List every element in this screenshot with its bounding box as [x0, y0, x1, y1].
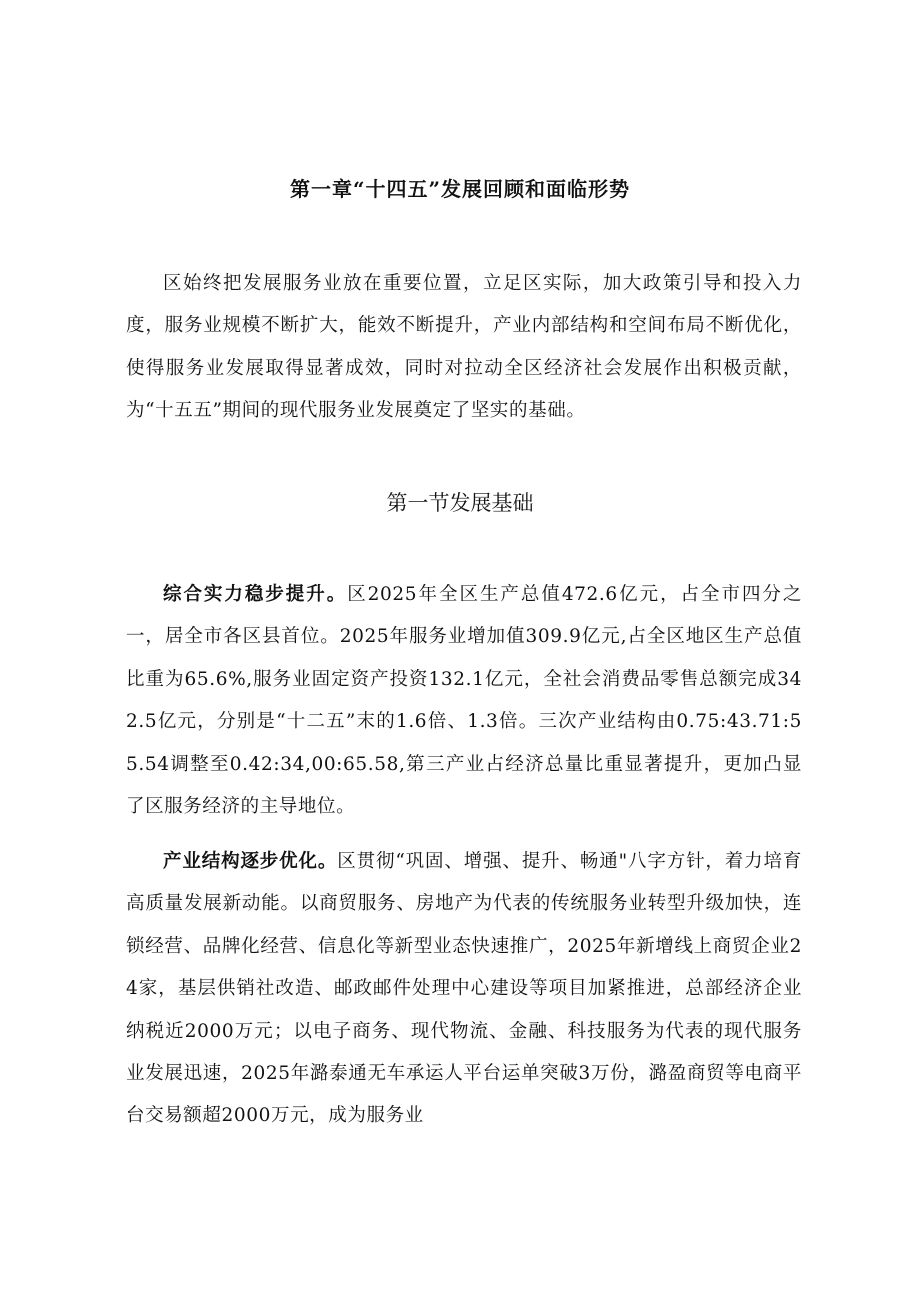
section-title: 第一节发展基础 [386, 491, 534, 515]
intro-paragraph: 区始终把发展服务业放在重要位置，立足区实际，加大政策引导和投入力度，服务业规模不断扩大，能效不断提升，产业内部结构和空间布局不断优化，使得服务业发展取得显著成效，同时对拉动全区经济社会发展作出积极贡献，为“十五五”期间的现代服务业发展奠定了坚实的基础。 [126, 273, 802, 422]
paragraph-overall-strength [126, 574, 802, 828]
paragraph-body: 区贯彻“巩固、增强、提升、畅通"八字方针，着力培育高质量发展新动能。以商贸服务、房地产为代表的传统服务业转型升级加快，连锁经营、品牌化经营、信息化等新型业态快速推广，2025年新增线上商贸企业24家，基层供销社改造、邮政邮件处理中心建设等项目加紧推进，总部经济企业纳税近2000万元；以电子商务、现代物流、金融、科技服务为代表的现代服务业发展迅速，2025年潞泰通无车承运人平台运单突破3万份，潞盈商贸等电商平台交易额超2000万元，成为服务业 [126, 851, 802, 1127]
paragraph-lead: 产业结构逐步优化。 [163, 851, 338, 872]
paragraph-industry-structure [126, 841, 802, 1138]
chapter-title: 第一章“十四五”发展回顾和面临形势 [289, 177, 630, 201]
paragraph-lead: 综合实力稳步提升。 [163, 584, 348, 605]
paragraph-body: 区2025年全区生产总值472.6亿元，占全市四分之一，居全市各区县首位。2025年服务业增加值309.9亿元,占全区地区生产总值比重为65.6%,服务业固定资产投资132.1亿元，全社会消费品零售总额完成342.5亿元，分别是“十二五”末的1.6倍、1.3倍。三次产业结构由0.75:43.71:55.54调整至0.42:34,00:65.58,第三产业占经济总量比重显著提升，更加凸显了区服务经济的主导地位。 [126, 584, 802, 818]
